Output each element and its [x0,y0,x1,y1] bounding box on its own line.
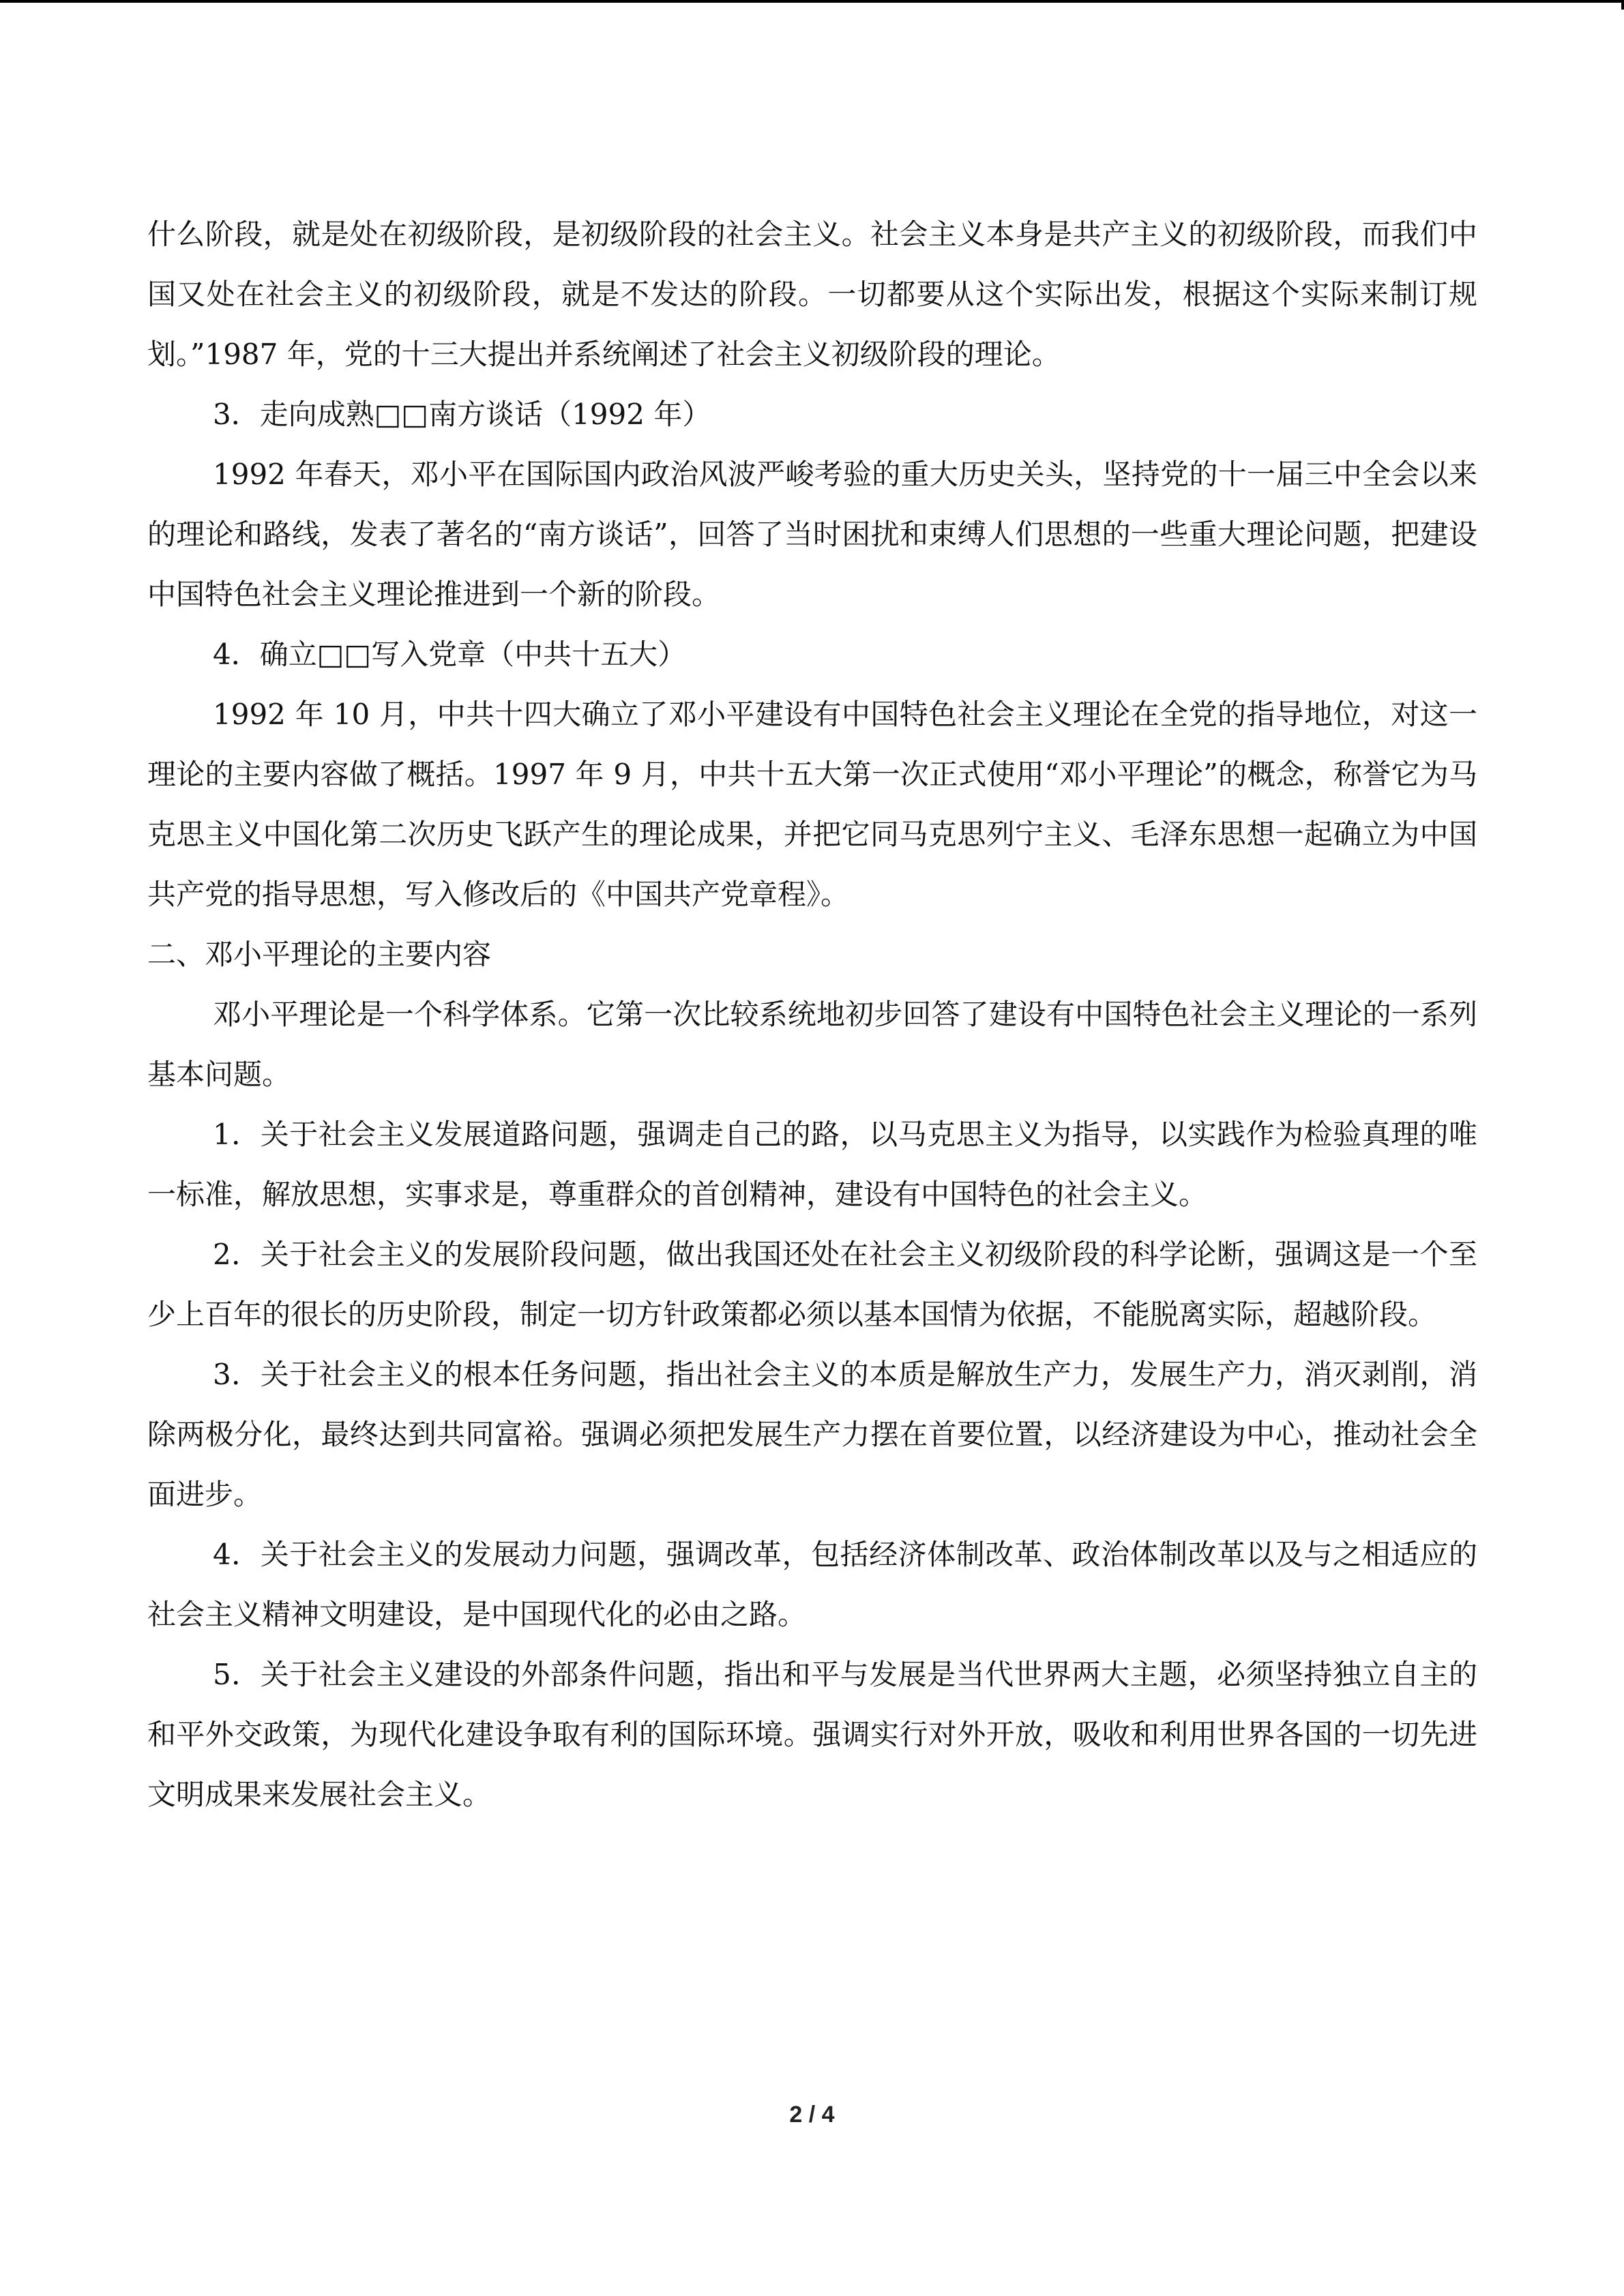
top-right-corner-mark [1621,0,1624,10]
list-item-external-conditions: 5．关于社会主义建设的外部条件问题，指出和平与发展是当代世界两大主题，必须坚持独立自主的和平外交政策，为现代化建设争取有利的国际环境。强调实行对外开放，吸收和利用世界各国的一切先进文明成果来发展社会主义。 [147,1658,1477,1811]
list-item-development-stage: 2．关于社会主义的发展阶段问题，做出我国还处在社会主义初级阶段的科学论断，强调这是一个至少上百年的很长的历史阶段，制定一切方针政策都必须以基本国情为依据，不能脱离实际，超越阶段。 [147,1238,1477,1331]
section-heading-southern-talks: 3．走向成熟□□南方谈话（1992 年） [213,398,711,431]
section-heading-main-content: 二、邓小平理论的主要内容 [147,938,492,971]
top-border-line [0,0,1624,3]
paragraph-continuation: 什么阶段，就是处在初级阶段，是初级阶段的社会主义。社会主义本身是共产主义的初级阶段，而我们中国又处在社会主义的初级阶段，就是不发达的阶段。一切都要从这个实际出发，根据这个实际来制订规划。”1987 年，党的十三大提出并系统阐述了社会主义初级阶段的理论。 [147,218,1477,371]
paragraph-scientific-system: 邓小平理论是一个科学体系。它第一次比较系统地初步回答了建设有中国特色社会主义理论的一系列基本问题。 [147,998,1477,1091]
list-item-development-road: 1．关于社会主义发展道路问题，强调走自己的路，以马克思主义为指导，以实践作为检验真理的唯一标准，解放思想，实事求是，尊重群众的首创精神，建设有中国特色的社会主义。 [147,1118,1477,1211]
list-item-fundamental-task: 3．关于社会主义的根本任务问题，指出社会主义的本质是解放生产力，发展生产力，消灭剥削，消除两极分化，最终达到共同富裕。强调必须把发展生产力摆在首要位置，以经济建设为中心，推动社会全面进步。 [147,1358,1477,1511]
document-body [147,205,1477,1825]
paragraph-party-constitution: 1992 年 10 月，中共十四大确立了邓小平建设有中国特色社会主义理论在全党的指导地位，对这一理论的主要内容做了概括。1997 年 9 月，中共十五大第一次正式使用“邓小平理论”的概念，称誉它为马克思主义中国化第二次历史飞跃产生的理论成果，并把它同马克思列宁主义、毛泽东思想一起确立为中国共产党的指导思想，写入修改后的《中国共产党章程》。 [147,698,1477,911]
paragraph-southern-talks: 1992 年春天，邓小平在国际国内政治风波严峻考验的重大历史关头，坚持党的十一届三中全会以来的理论和路线，发表了著名的“南方谈话”，回答了当时困扰和束缚人们思想的一些重大理论问题，把建设中国特色社会主义理论推进到一个新的阶段。 [147,458,1477,611]
section-heading-party-constitution: 4．确立□□写入党章（中共十五大） [213,638,687,671]
list-item-driving-force: 4．关于社会主义的发展动力问题，强调改革，包括经济体制改革、政治体制改革以及与之相适应的社会主义精神文明建设，是中国现代化的必由之路。 [147,1538,1477,1631]
page-number: 2 / 4 [789,2102,835,2128]
